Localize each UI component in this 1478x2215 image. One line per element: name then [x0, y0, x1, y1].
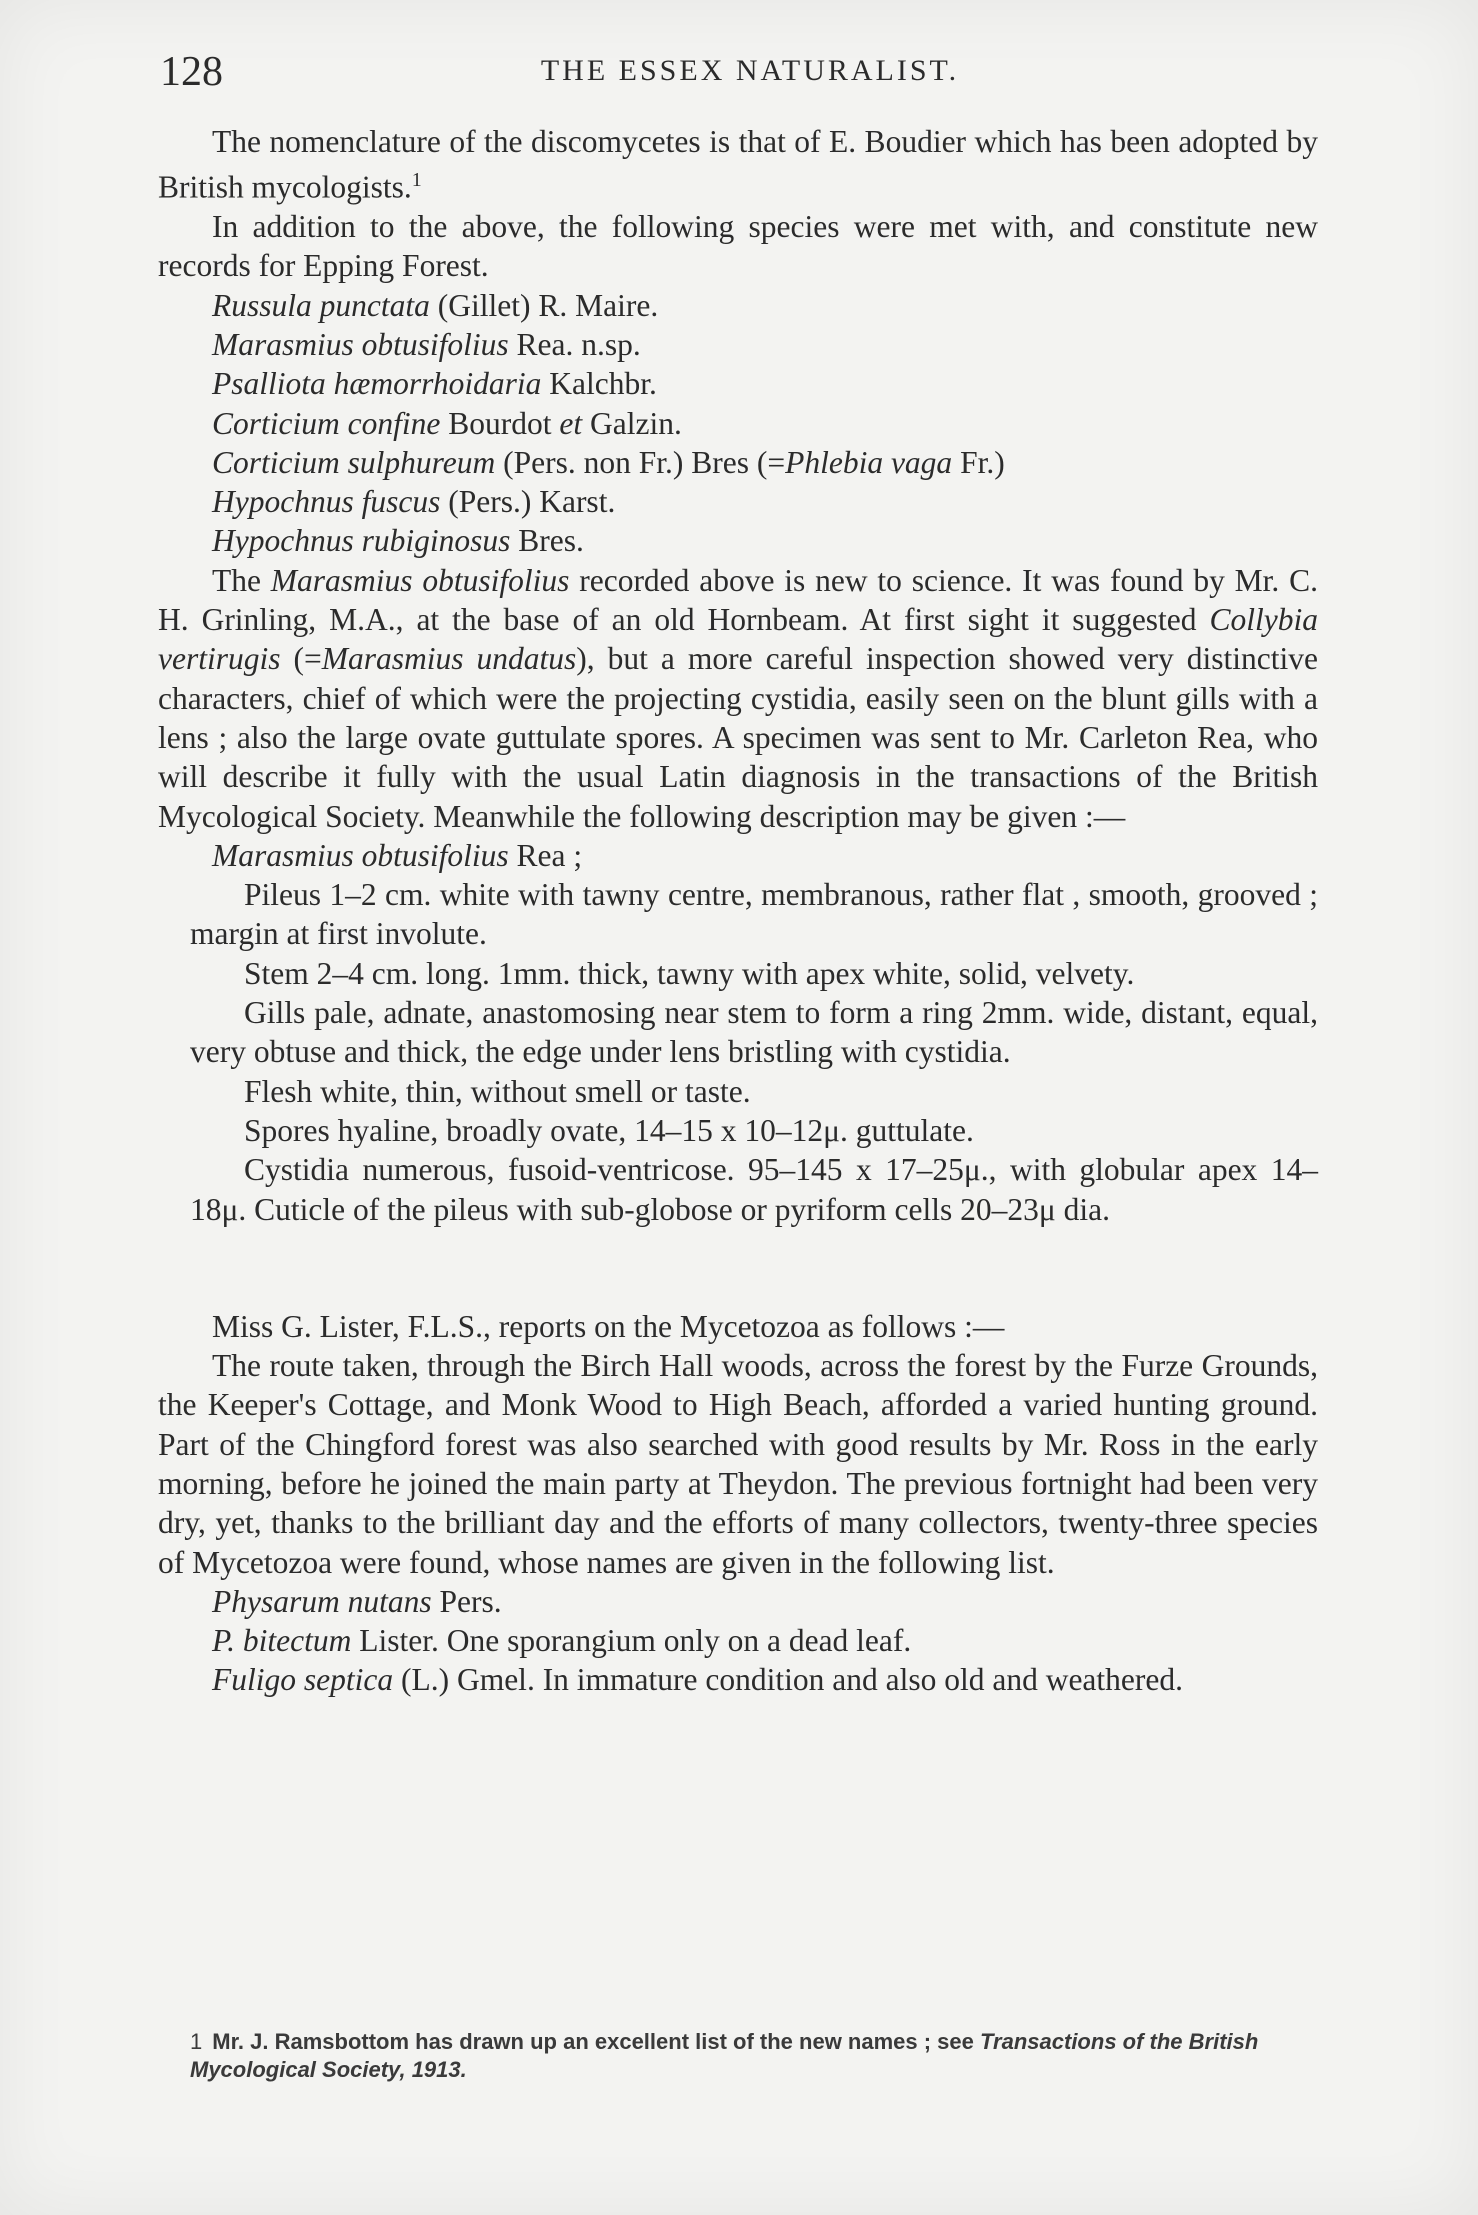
page-number: 128 [160, 49, 223, 95]
species-item [212, 404, 1318, 443]
species-note: Lister. One sporangium only on a dead leaf. [351, 1623, 912, 1659]
page-header [160, 48, 1340, 108]
description-stem: Stem 2–4 cm. long. 1mm. thick, tawny with apex white, solid, velvety. [244, 955, 1135, 991]
species-author: Rea. n.sp. [508, 326, 641, 362]
species-name: Fuligo septica [212, 1662, 394, 1698]
species-author: Kalchbr. [541, 366, 657, 402]
species-synonym: Phlebia vaga [785, 444, 953, 480]
description-cystidia: Cystidia numerous, fusoid-ventricose. 95–145 x 17–25μ., with globular apex 14–18μ. Cuticle of the pileus with sub-globose or pyriform cells 20–23μ dia. [190, 1152, 1318, 1227]
species-name: Corticium sulphureum [212, 444, 496, 480]
species-name: Marasmius undatus [321, 641, 577, 677]
paragraph-new-species [158, 561, 1318, 836]
species-note: Pers. [431, 1583, 502, 1619]
species-name: Marasmius obtusifolius [212, 326, 509, 362]
species-name: P. bitectum [212, 1623, 352, 1659]
footnote [190, 2028, 1318, 2084]
mycetozoa-item [158, 1660, 1318, 1699]
species-name: Hypochnus rubiginosus [212, 523, 511, 559]
paragraph-text: ), but a more careful inspection showed very distinctive characters, chief of which were the projecting cystidia, easily seen on the blunt gills with a lens ; also the large ovate guttulate spores. A specimen was sent to Mr. Carleton Rea, who will describe it fully with the usual Latin diagnosis in the transactions of the British Mycological Society. Meanwhile the following description may be given :— [158, 641, 1318, 834]
species-author: Fr.) [952, 444, 1005, 480]
species-item [212, 364, 1318, 403]
species-author: (Pers. non Fr.) Bres (= [495, 444, 786, 480]
species-name: Psalliota hæmorrhoidaria [212, 366, 542, 402]
species-name: Hypochnus fuscus [212, 484, 441, 520]
paragraph-additions: In addition to the above, the following species were met with, and constitute new records for Epping Forest. [158, 209, 1318, 284]
paragraph-text: (= [280, 641, 322, 677]
species-name: Corticium confine [212, 405, 441, 441]
description-title [212, 836, 1318, 875]
paragraph-text: The [212, 562, 271, 598]
mycetozoa-list [158, 1582, 1318, 1700]
species-item [212, 482, 1318, 521]
species-author: Bres. [510, 523, 584, 559]
species-item [212, 325, 1318, 364]
species-author: Bourdot [440, 405, 560, 441]
footnote-text: Mr. J. Ramsbottom has drawn up an excellent list of the new names ; see [212, 2029, 981, 2054]
paragraph-mycetozoa: The route taken, through the Birch Hall woods, across the forest by the Furze Grounds, the Keeper's Cottage, and Monk Wood to High Beach, afforded a varied hunting ground. Part of the Chingford forest was also searched with good results by Mr. Ross in the early morning, before he joined the main party at Theydon. The previous fortnight had been very dry, yet, thanks to the brilliant day and the efforts of many collectors, twenty-three species of Mycetozoa were found, whose names are given in the following list. [158, 1348, 1318, 1580]
species-conjunction: et [559, 405, 583, 441]
species-item [212, 286, 1318, 325]
footnote-citation: Transactions of the British Mycological Society, 1913. [190, 2029, 1259, 2082]
description-pileus: Pileus 1–2 cm. white with tawny centre, membranous, rather flat , smooth, grooved ; margin at first involute. [190, 877, 1318, 952]
paragraph-nomenclature [158, 122, 1318, 207]
paragraph-text: recorded above is new to science. It was found by Mr. C. H. Grinling, M.A., at the base of an old Hornbeam. At first sight it suggested [158, 562, 1318, 638]
species-item [212, 521, 1318, 560]
species-description [190, 875, 1318, 1229]
species-name: Marasmius obtusifolius [212, 837, 509, 873]
mycetozoa-intro: Miss G. Lister, F.L.S., reports on the Mycetozoa as follows :— [212, 1308, 1005, 1344]
description-flesh: Flesh white, thin, without smell or taste. [244, 1073, 751, 1109]
species-note: (L.) Gmel. In immature condition and also old and weathered. [393, 1662, 1183, 1698]
species-author: (Gillet) R. Maire. [429, 287, 659, 323]
species-name: Marasmius obtusifolius [270, 562, 570, 598]
page-body [158, 122, 1318, 1700]
species-name: Collybia vertirugis [158, 602, 1318, 677]
species-name: Physarum nutans [212, 1583, 432, 1619]
section-gap [158, 1229, 1318, 1307]
species-author: Galzin. [582, 405, 682, 441]
footnote-reference: 1 [411, 169, 422, 192]
species-list [158, 286, 1318, 561]
paragraph-text: The nomenclature of the discomycetes is that of E. Boudier which has been adopted by British mycologists. [158, 124, 1318, 205]
species-author: Rea ; [508, 837, 583, 873]
species-author: (Pers.) Karst. [440, 484, 616, 520]
description-spores: Spores hyaline, broadly ovate, 14–15 x 10–12μ. guttulate. [244, 1112, 974, 1148]
species-item [212, 443, 1318, 482]
footnote-mark: 1 [190, 2029, 203, 2054]
description-gills: Gills pale, adnate, anastomosing near stem to form a ring 2mm. wide, distant, equal, very obtuse and thick, the edge under lens bristling with cystidia. [190, 995, 1318, 1070]
mycetozoa-item [158, 1582, 1318, 1621]
mycetozoa-item [158, 1621, 1318, 1660]
species-name: Russula punctata [212, 287, 430, 323]
running-title: THE ESSEX NATURALIST. [540, 54, 960, 87]
